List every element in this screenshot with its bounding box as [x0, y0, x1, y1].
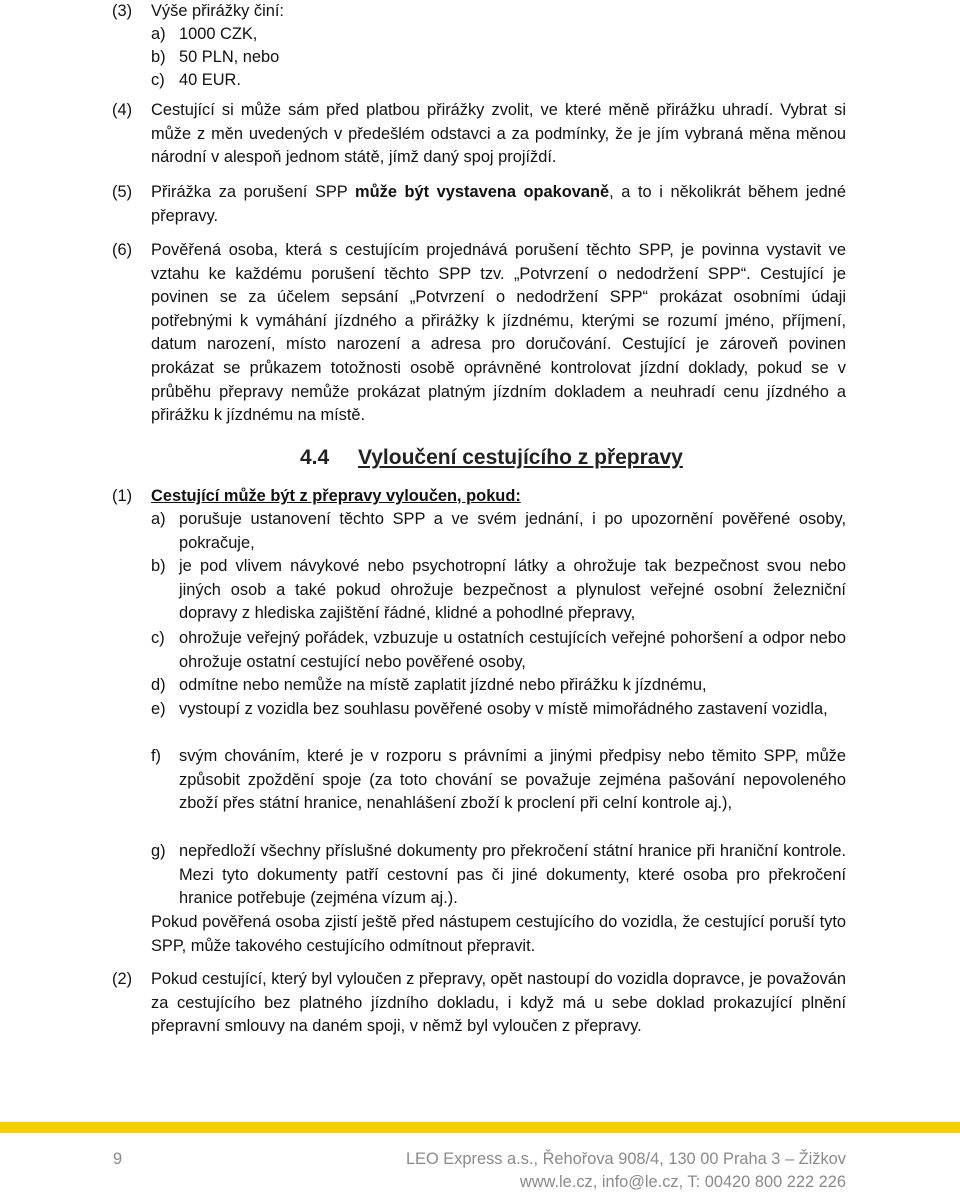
- section-6-number: (6): [112, 241, 133, 259]
- section-4-number: (4): [112, 101, 133, 119]
- item-text: nepředloží všechny příslušné dokumenty pro překročení státní hranice při hraniční kontrole. Mezi tyto dokumenty patří cestovní pas či jiné dokumenty, které osoba pro překročení hranice potřebuje (zejména vízum aj.).: [179, 842, 846, 908]
- heading-title: Vyloučení cestujícího z přepravy: [358, 446, 683, 469]
- item-text: porušuje ustanovení těchto SPP a ve svém jednání, i po upozornění pověřené osoby, pokračuje,: [179, 510, 846, 552]
- section-5-text: [151, 181, 846, 228]
- clause-1-item-g: [151, 840, 846, 912]
- item-text: ohrožuje veřejný pořádek, vzbuzuje u ostatních cestujících veřejné pohoršení a odpor nebo ohrožuje ostatní cestující nebo pověřené osoby,: [179, 629, 846, 671]
- clause-1-item-f: [151, 745, 846, 841]
- clause-1-item-b: [151, 555, 846, 627]
- section-6-text: Pověřená osoba, která s cestujícím projednává porušení těchto SPP, je povinna vystavit ve vztahu ke každému porušení těchto SPP tzv. „Potvrzení o nedodržení SPP“. Cestující je povinen se za účelem sepsání „Potvrzení o nedodržení SPP“ prokázat osobními údaji potřebnými k vymáhání jízdného a přirážky k jízdnému, kterými se rozumí jméno, příjmení, datum narození, místo narození a adresa pro doručování. Cestující je zároveň povinen prokázat se průkazem totožnosti osobě oprávněné kontrolovat jízdní doklady, pokud se v průběhu přepravy nemůže prokázat platným jízdním dokladem a neuhradí cenu jízdného a přirážku k jízdnému na místě.: [151, 241, 846, 425]
- item-label: a): [151, 510, 166, 528]
- item-text: 50 PLN, nebo: [179, 48, 280, 66]
- clause-1-item-d: [151, 674, 846, 698]
- item-label: a): [151, 25, 166, 43]
- clause-2-number: (2): [112, 970, 133, 988]
- section-heading: [300, 444, 683, 472]
- section-5-text-bold: může být vystavena opakovaně: [355, 183, 610, 201]
- footer-contact: www.le.cz, info@le.cz, T: 00420 800 222 226: [519, 1173, 846, 1191]
- section-5-number: (5): [112, 183, 133, 201]
- section-3-item-a: [151, 23, 451, 47]
- item-text: vystoupí z vozidla bez souhlasu pověřené osoby v místě mimořádného zastavení vozidla,: [179, 700, 828, 718]
- item-label: b): [151, 48, 166, 66]
- section-5-text-after: , a to i několikrát během jedné přepravy.: [151, 183, 846, 225]
- footer-address: LEO Express a.s., Řehořova 908/4, 130 00 Praha 3 – Žižkov: [405, 1150, 846, 1168]
- clause-1-number: (1): [112, 487, 133, 505]
- section-3-item-b: [151, 46, 451, 70]
- item-label: b): [151, 557, 166, 575]
- clause-1-item-a: [151, 508, 846, 556]
- section-3-number: (3): [112, 2, 133, 20]
- item-label: c): [151, 629, 165, 647]
- item-label: e): [151, 700, 166, 718]
- footer-accent-bar: [0, 1122, 960, 1133]
- item-text: je pod vlivem návykové nebo psychotropní látky a ohrožuje tak bezpečnost svou nebo jiných osob a také pokud ohrožuje bezpečnost a plynulost veřejné osobní železniční dopravy z hlediska zajištění řádné, klidné a pohodlné přepravy,: [179, 557, 846, 623]
- item-label: f): [151, 747, 162, 765]
- item-text: 40 EUR.: [179, 71, 241, 89]
- clause-1-item-e: [151, 698, 846, 746]
- item-text: svým chováním, které je v rozporu s právními a jinými předpisy nebo těmito SPP, může způsobit zpoždění spoje (za toto chování se považuje zejména pašování nepovoleného zboží přes státní hranice, nenahlášení zboží k proclení při celní kontrole aj.),: [179, 747, 846, 813]
- section-5-text-before: Přirážka za porušení SPP: [151, 183, 356, 201]
- item-text: odmítne nebo nemůže na místě zaplatit jízdné nebo přirážku k jízdnému,: [179, 676, 707, 694]
- clause-1-lead: [151, 485, 521, 509]
- page-number: 9: [113, 1150, 123, 1168]
- section-3-text: Výše přirážky činí:: [151, 2, 284, 20]
- section-4-text: Cestující si může sám před platbou přirážky zvolit, ve které měně přirážku uhradí. Vybrat si může z měn uvedených v předešlém odstavci a za podmínky, že je jím vybraná měna měnou národní v alespoň jednom státě, jímž daný spoj projíždí.: [151, 101, 846, 167]
- item-label: g): [151, 842, 166, 860]
- section-3-item-c: [151, 69, 451, 93]
- item-label: c): [151, 71, 165, 89]
- clause-1-item-c: [151, 627, 846, 675]
- clause-2-text: Pokud cestující, který byl vyloučen z přepravy, opět nastoupí do vozidla dopravce, je považován za cestujícího bez platného jízdního dokladu, i když má u sebe doklad prokazující plnění přepravní smlouvy na daném spoji, v němž byl vyloučen z přepravy.: [151, 970, 846, 1036]
- clause-1-closing: Pokud pověřená osoba zjistí ještě před nástupem cestujícího do vozidla, že cestující poruší tyto SPP, může takového cestujícího odmítnout přepravit.: [151, 913, 846, 955]
- clause-1-lead-text: Cestující může být z přepravy vyloučen, pokud:: [151, 487, 521, 505]
- item-label: d): [151, 676, 166, 694]
- item-text: 1000 CZK,: [179, 25, 258, 43]
- heading-number: 4.4: [300, 446, 330, 469]
